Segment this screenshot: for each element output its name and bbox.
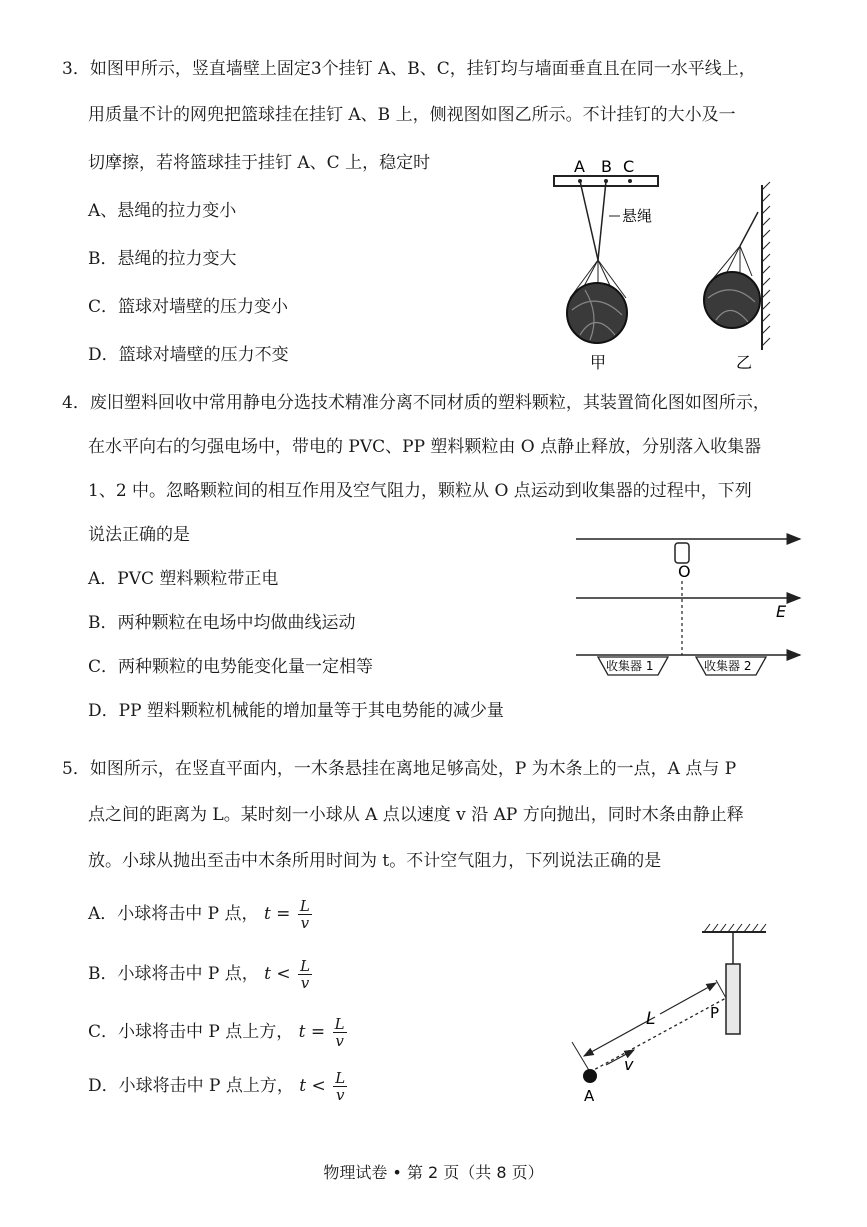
q5-option-a <box>88 898 312 931</box>
q3-line-1: 3．如图甲所示，竖直墙壁上固定3个挂钉 A、B、C，挂钉均与墙面垂直且在同一水平线上， <box>62 59 756 79</box>
q4-option-d: D．PP 塑料颗粒机械能的增加量等于其电势能的减少量 <box>88 701 504 721</box>
q3-line-3: 切摩擦，若将篮球挂于挂钉 A、C 上，稳定时 <box>88 153 431 173</box>
rope-side <box>740 212 758 246</box>
collector-1-label: 收集器 1 <box>606 659 654 673</box>
caption-jia: 甲 <box>590 353 607 372</box>
q4-line-3: 1、2 中。忽略颗粒间的相互作用及空气阻力，颗粒从 O 点运动到收集器的过程中，下列 <box>88 481 752 501</box>
fraction-numerator: L <box>335 1069 346 1087</box>
collector-2-label: 收集器 2 <box>704 659 752 673</box>
q5-option-d <box>88 1070 347 1103</box>
q5-figure <box>560 920 780 1110</box>
fraction-numerator: L <box>300 957 311 975</box>
particle-dispenser <box>675 543 689 563</box>
q4-option-b: B．两种颗粒在电场中均做曲线运动 <box>88 613 356 633</box>
q3-option-d: D．篮球对墙壁的压力不变 <box>88 345 289 365</box>
fraction-denominator: v <box>335 1086 345 1104</box>
q5-option-c-text: C．小球将击中 P 点上方， <box>88 1022 294 1042</box>
fraction-denominator: v <box>335 1032 344 1050</box>
q5-option-c-fraction <box>333 1016 347 1049</box>
q5-option-b-relation: t < <box>264 964 291 984</box>
label-v: v <box>624 1055 634 1074</box>
extension-a <box>572 1042 590 1072</box>
q4-line-2: 在水平向右的匀强电场中，带电的 PVC、PP 塑料颗粒由 O 点静止释放，分别落入收集器 <box>88 437 762 457</box>
point-o-label: O <box>678 562 691 581</box>
q5-option-b-text: B．小球将击中 P 点， <box>88 964 259 984</box>
q5-option-d-relation: t < <box>299 1076 326 1096</box>
q3-option-a: A、悬绳的拉力变小 <box>88 201 237 221</box>
q4-figure <box>570 525 810 690</box>
path-ap <box>590 998 726 1072</box>
q4-line-4: 说法正确的是 <box>88 525 190 545</box>
q4-line-1: 4．废旧塑料回收中常用静电分选技术精准分离不同材质的塑料颗粒，其装置简化图如图所示， <box>62 393 770 413</box>
page-footer: 物理试卷 • 第 2 页（共 8 页） <box>323 1163 544 1182</box>
fraction-numerator: L <box>334 1015 345 1033</box>
q5-option-c <box>88 1016 347 1049</box>
wooden-stick <box>726 964 740 1034</box>
distance-arrow-left <box>584 1017 655 1056</box>
label-p: P <box>710 1004 720 1022</box>
extension-p <box>716 980 726 998</box>
label-l: L <box>646 1009 656 1029</box>
q5-line-1: 5．如图所示，在竖直平面内，一木条悬挂在离地足够高处，P 为木条上的一点，A 点与 P <box>62 759 737 779</box>
q5-option-b <box>88 958 312 991</box>
q5-option-a-text: A．小球将击中 P 点， <box>88 904 259 924</box>
q5-option-d-fraction <box>333 1070 347 1103</box>
wall-hatch <box>762 182 770 346</box>
q3-option-b: B．悬绳的拉力变大 <box>88 249 237 269</box>
q5-line-3: 放。小球从抛出至击中木条所用时间为 t。不计空气阻力，下列说法正确的是 <box>88 851 662 871</box>
ceiling-hatch <box>704 924 766 932</box>
q5-option-a-fraction <box>298 898 312 931</box>
peg-label-c: C <box>623 157 635 176</box>
label-a: A <box>584 1087 595 1105</box>
fraction-denominator: v <box>300 914 310 932</box>
q3-figure <box>540 150 800 380</box>
peg-label-a: A <box>574 157 585 176</box>
basketball-side <box>704 272 760 328</box>
peg-label-b: B <box>601 157 612 176</box>
rope-b <box>598 181 606 260</box>
fraction-numerator: L <box>299 897 310 915</box>
distance-arrow-right <box>660 983 716 1014</box>
q5-option-b-fraction <box>298 958 312 991</box>
basketball-front <box>567 283 627 343</box>
q5-option-a-relation: t = <box>263 904 291 924</box>
q3-option-c: C．篮球对墙壁的压力变小 <box>88 297 289 317</box>
q4-option-c: C．两种颗粒的电势能变化量一定相等 <box>88 657 374 677</box>
q3-line-2: 用质量不计的网兜把篮球挂在挂钉 A、B 上，侧视图如图乙所示。不计挂钉的大小及一 <box>88 105 736 125</box>
caption-yi: 乙 <box>736 353 753 372</box>
q4-option-a: A．PVC 塑料颗粒带正电 <box>88 569 279 589</box>
q5-line-2: 点之间的距离为 L。某时刻一小球从 A 点以速度 v 沿 AP 方向抛出，同时木条由静止释 <box>88 805 744 825</box>
field-label-e: E <box>776 602 787 621</box>
fraction-denominator: v <box>300 974 310 992</box>
q5-option-d-text: D．小球将击中 P 点上方， <box>88 1076 294 1096</box>
rope-a <box>580 181 598 260</box>
ball-a <box>583 1069 597 1083</box>
rope-label: 悬绳 <box>622 207 653 225</box>
q5-option-c-relation: t = <box>298 1022 326 1042</box>
